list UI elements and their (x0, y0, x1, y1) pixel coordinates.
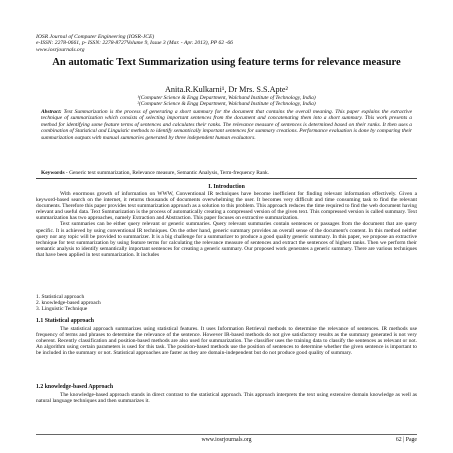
abstract (41, 109, 412, 141)
section-heading-introduction: I. Introduction (208, 184, 245, 190)
journal-header (36, 34, 233, 53)
statistical-body (36, 326, 417, 356)
footer-website: www.iosrjournals.org (201, 437, 252, 443)
intro-paragraph-2: Text summaries can be either query relevant or generic summaries. Query relevant summaries contain sentences or passages from the document that are query specific. It is achieved by using conventional IR techniques. On the other hand, generic summary provides an overall sense of the document's content. In this method neither query nor any topic will be provided to summarizer. It is a big challenge for a summarizer to produce a good quality generic summary. In this paper, we propose an extractive technique for text summarization by using feature terms for calculating the relevance measure of sentences and extract the sentences of highest ranks. Then we perform their semantic analysis to identify semantically important sentences for creating a generic summary. Our proposed work generates a generic summary. There are various techniques that have been applied in text summarization. It includes (36, 221, 417, 258)
list-item: 2. knowledge-based approach (36, 300, 101, 307)
footer-rule (36, 434, 417, 435)
journal-name: IOSR Journal of Computer Engineering (IOSR-JCE) (36, 34, 155, 40)
list-item: 3. Linguistic Technique (36, 306, 88, 313)
journal-website: www.iosrjournals.org (36, 46, 85, 53)
keywords-text: - Generic text summarization, Relevance measure, Semantic Analysis, Term-frequency Rank. (64, 170, 270, 176)
divider-rule (36, 178, 417, 179)
introduction-body (36, 191, 417, 258)
journal-issn: e-ISSN: 2278-0661, p- ISSN: 2278-8727Volume 9, Issue 3 (Mar. - Apr. 2013), PP 62 -66 (36, 40, 233, 47)
keywords-label: Keywords (41, 170, 65, 176)
list-item: 1. Statistical approach (36, 294, 85, 300)
page-number: 62 | Page (395, 437, 417, 443)
statistical-paragraph: The statistical approach summarizes using statistical features. It uses Information Retrieval methods to determine the relevance of sentences. IR methods use frequency of terms and phrases to determine the relevance of the sentence. However IR-based methods do not give satisfactory results as the summary generated is not very coherent. Recently classification and position-based methods are also used for summarization. The classifier uses the training data to classify the sentences as relevant or not. An algorithm using certain parameters is used for this task. The position-based methods use the position of sentences to determine whether the given sentence is important to be included in the summary or not. Statistical approaches are faster as they are domain-independent but do not produce good quality of summary. (36, 326, 417, 357)
affiliation-2: ²(Computer Science & Engg Department, Walchand Institute of Technology, India) (137, 101, 316, 107)
keywords (41, 170, 412, 176)
subsection-heading-knowledge: 1.2 knowledge-based Approach (36, 384, 114, 390)
abstract-label: Abstract: (41, 109, 62, 115)
knowledge-paragraph: The knowledge-based approach stands in direct contrast to the statistical approach. This approach interprets the text using extensive domain knowledge as well as natural language techniques and then summarizes it. (36, 392, 417, 405)
paper-title: An automatic Text Summarization using feature terms for relevance measure (52, 57, 401, 68)
abstract-text: Text Summarization is the process of generating a short summary for the document that contains the overall meaning. This paper explains the extractive technique of summarization which consists of selecting important sentences from the document and concatenating them into a short summary. This work presents a method for identifying some feature terms of sentences and calculates their ranks. The relevance measure of sentences is determined based on their ranks. It then uses a combination of Statistical and Linguistic methods to identify semantically important sentences for summary creations. Performance evaluation is done by comparing their summarization outputs with manual summaries generated by three independent human evaluators. (41, 109, 412, 141)
intro-paragraph-1: With enormous growth of information on WWW, Conventional IR techniques have become inefficient for finding relevant information effectively. Given a keyword-based search on the internet, it returns thousands of documents overwhelming the user. It becomes very difficult and time consuming task to find the relevant documents. Therefore this paper provides text summarization approach as a solution to this problem. This approach reduces the time required to find the web document having relevant and useful data. Text Summarization is the process of automatically creating a compressed version of the given text. This compressed version is called summary. Text summarization has two approaches, namely Extraction and Abstraction. This paper focuses on extractive summarization. (36, 191, 417, 222)
subsection-heading-statistical: 1.1 Statistical approach (36, 318, 95, 324)
approach-list (36, 294, 101, 312)
knowledge-body (36, 392, 417, 404)
paper-authors: Anita.R.Kulkarni¹, Dr Mrs. S.S.Apte² (165, 85, 288, 94)
affiliation-1: ¹(Computer Science & Engg Department, Walchand Institute of Technology, India) (137, 95, 316, 101)
